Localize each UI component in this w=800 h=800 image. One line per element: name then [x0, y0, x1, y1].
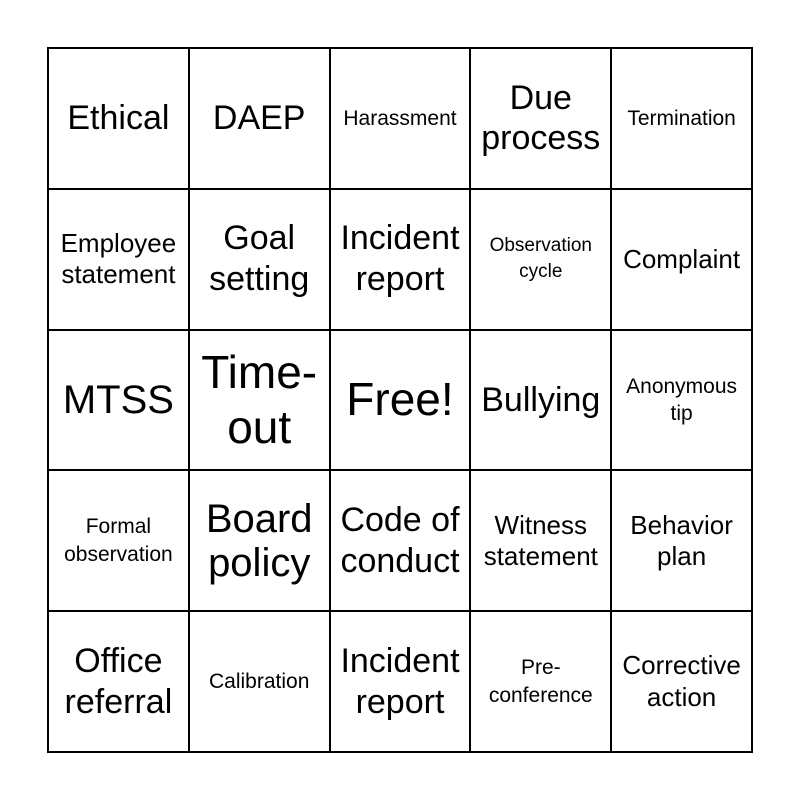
bingo-cell[interactable]	[189, 189, 330, 330]
bingo-cell-text: Behavior plan	[630, 509, 733, 571]
bingo-cell-text: Harassment	[343, 106, 457, 130]
bingo-cell[interactable]	[470, 611, 611, 752]
bingo-cell[interactable]	[48, 470, 189, 611]
bingo-cell-text: Employee statement	[60, 228, 177, 290]
bingo-cell-text: Termination	[627, 106, 736, 130]
bingo-cell-text: Complaint	[623, 243, 741, 274]
bingo-cell-text: Anonymous tip	[626, 374, 738, 425]
bingo-cell[interactable]	[470, 470, 611, 611]
bingo-cell-text: Time-out	[201, 345, 318, 453]
bingo-cell-text: Code of conduct	[340, 500, 460, 580]
bingo-cell-text: Incident report	[340, 219, 460, 299]
bingo-cell-text: Ethical	[67, 99, 170, 137]
bingo-cell-text: Formal observation	[64, 515, 173, 566]
bingo-cell-text: Due process	[481, 78, 601, 158]
bingo-cell[interactable]	[611, 611, 752, 752]
bingo-cell[interactable]	[189, 330, 330, 471]
bingo-cell-text: Corrective action	[622, 650, 741, 712]
bingo-cell-text: DAEP	[212, 99, 306, 137]
bingo-cell[interactable]	[611, 48, 752, 189]
bingo-cell-text: Observation cycle	[489, 234, 593, 283]
bingo-cell[interactable]	[330, 470, 471, 611]
bingo-cell[interactable]	[189, 48, 330, 189]
bingo-cell-text: Free!	[346, 373, 454, 426]
bingo-cell[interactable]	[470, 189, 611, 330]
bingo-cell-text: Incident report	[340, 641, 460, 721]
bingo-cell[interactable]	[330, 189, 471, 330]
bingo-cell[interactable]	[470, 330, 611, 471]
bingo-cell-text: Bullying	[481, 380, 601, 419]
bingo-cell-free[interactable]	[330, 330, 471, 471]
bingo-cell-text: Goal setting	[209, 219, 310, 299]
bingo-cell[interactable]	[48, 189, 189, 330]
bingo-cell-text: Office referral	[64, 641, 173, 721]
bingo-cell[interactable]	[611, 330, 752, 471]
bingo-cell-text: MTSS	[62, 377, 174, 422]
bingo-cell[interactable]	[470, 48, 611, 189]
bingo-cell[interactable]	[330, 48, 471, 189]
bingo-cell[interactable]	[48, 48, 189, 189]
bingo-cell-text: Pre-conference	[488, 656, 593, 707]
bingo-cell[interactable]	[330, 611, 471, 752]
bingo-cell[interactable]	[48, 611, 189, 752]
bingo-cell-text: Witness statement	[483, 509, 598, 571]
bingo-cell-text: Board policy	[205, 496, 313, 585]
bingo-cell[interactable]	[189, 611, 330, 752]
bingo-cell-text: Calibration	[209, 669, 310, 693]
bingo-cell[interactable]	[611, 470, 752, 611]
bingo-board	[47, 47, 753, 753]
bingo-cell[interactable]	[48, 330, 189, 471]
bingo-cell[interactable]	[189, 470, 330, 611]
bingo-cell[interactable]	[611, 189, 752, 330]
